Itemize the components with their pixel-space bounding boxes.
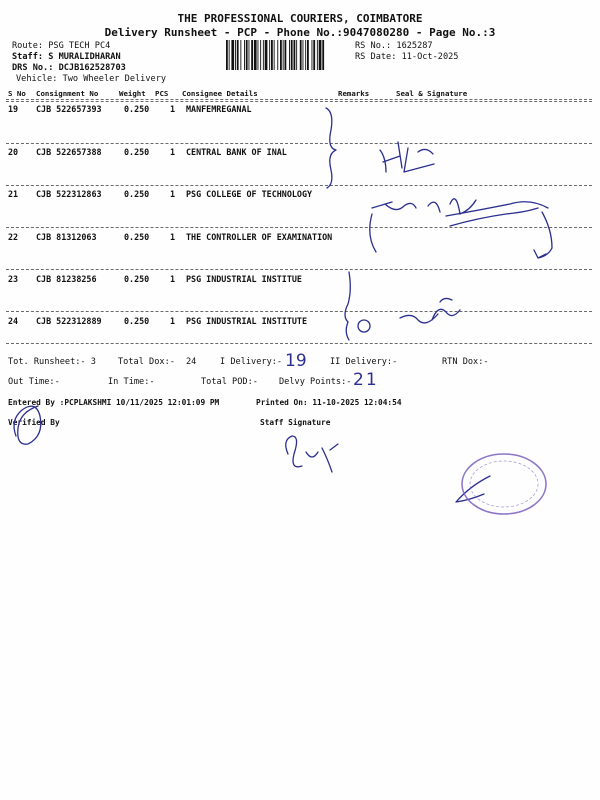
row-weight: 0.250 — [124, 232, 150, 242]
row-sno: 23 — [8, 274, 19, 284]
row-weight: 0.250 — [124, 147, 150, 157]
row-weight: 0.250 — [124, 104, 150, 114]
row-consignee: PSG INDUSTRIAL INSTITUE — [186, 274, 302, 284]
signature-row21 — [370, 199, 548, 252]
row-weight: 0.250 — [124, 274, 150, 284]
row-consignee: THE CONTROLLER OF EXAMINATION — [186, 232, 333, 242]
row-sno: 19 — [8, 104, 19, 114]
col-pcs: PCS — [155, 89, 169, 98]
row-sno: 22 — [8, 232, 19, 242]
row-pcs: 1 — [170, 316, 176, 326]
row-pcs: 1 — [170, 147, 176, 157]
row-sno: 21 — [8, 189, 19, 199]
drs-label: DRS No.: DCJB162528703 — [12, 63, 126, 73]
total-dox-label: Total Dox:- — [118, 357, 175, 367]
rs-number: RS No.: 1625287 — [355, 41, 433, 51]
tot-runsheet: Tot. Runsheet:- 3 — [8, 357, 96, 367]
i-delivery-value: 19 — [285, 351, 307, 371]
row-consignment: CJB 522312863 — [36, 189, 102, 199]
entered-by: Entered By :PCPLAKSHMI 10/11/2025 12:01:09 PM — [8, 398, 220, 407]
round-stamp-inner — [470, 461, 538, 507]
out-time-label: Out Time:- — [8, 377, 60, 387]
row-consignee: CENTRAL BANK OF INAL — [186, 147, 287, 157]
row-pcs: 1 — [170, 274, 176, 284]
vehicle-label: Vehicle: Two Wheeler Delivery — [16, 74, 167, 84]
staff-label: Staff: S MURALIDHARAN — [12, 52, 121, 62]
col-remarks: Remarks — [338, 89, 370, 98]
row-consignment: CJB 522312889 — [36, 316, 102, 326]
brace-mark-1 — [326, 108, 336, 188]
col-sno: S No — [8, 89, 26, 98]
company-title: THE PROFESSIONAL COURIERS, COIMBATORE — [177, 12, 423, 25]
row-sno: 20 — [8, 147, 19, 157]
row-weight: 0.250 — [124, 189, 150, 199]
route-label: Route: PSG TECH PC4 — [12, 41, 111, 51]
in-time-label: In Time:- — [108, 377, 155, 387]
rtn-dox-label: RTN Dox:- — [442, 357, 489, 367]
row-pcs: 1 — [170, 104, 176, 114]
row-consignee: MANFEMREGANAL — [186, 104, 252, 114]
rs-date: RS Date: 11-Oct-2025 — [355, 52, 459, 62]
ii-delivery-label: II Delivery:- — [330, 357, 398, 367]
pen-stroke — [456, 476, 490, 502]
row-sno: 24 — [8, 316, 19, 326]
signature-row22 — [450, 208, 552, 258]
col-consignment: Consignment No — [36, 89, 99, 98]
verified-by-label: Verified By — [8, 418, 60, 427]
brace-mark-2 — [345, 272, 350, 340]
delvy-points-label: Delvy Points:- — [279, 377, 352, 387]
row-pcs: 1 — [170, 232, 176, 242]
signature-hl — [380, 142, 434, 172]
col-seal-signature: Seal & Signature — [396, 89, 468, 98]
round-stamp — [462, 454, 546, 514]
row-consignee: PSG INDUSTRIAL INSTITUTE — [186, 316, 308, 326]
i-delivery-label: I Delivery:- — [220, 357, 283, 367]
row-consignment: CJB 522657393 — [36, 104, 102, 114]
row-consignment: CJB 81238256 — [36, 274, 97, 284]
row-consignee: PSG COLLEGE OF TECHNOLOGY — [186, 189, 313, 199]
row-consignment: CJB 522657388 — [36, 147, 102, 157]
printed-on: Printed On: 11-10-2025 12:04:54 — [256, 398, 402, 407]
col-weight: Weight — [119, 89, 146, 98]
row-consignment: CJB 81312063 — [36, 232, 97, 242]
delvy-points-value: 21 — [353, 370, 379, 390]
circle-mark — [358, 320, 370, 332]
row-weight: 0.250 — [124, 316, 150, 326]
staff-signature-label: Staff Signature — [260, 418, 331, 427]
total-dox-value: 24 — [186, 357, 197, 367]
row-pcs: 1 — [170, 189, 176, 199]
staff-signature — [286, 436, 338, 472]
signature-row24 — [400, 298, 460, 323]
verified-signature — [14, 406, 41, 444]
col-consignee: Consignee Details — [182, 89, 258, 98]
total-pod-label: Total POD:- — [201, 377, 258, 387]
runsheet-subtitle: Delivery Runsheet - PCP - Phone No.:9047080280 - Page No.:3 — [104, 26, 496, 39]
